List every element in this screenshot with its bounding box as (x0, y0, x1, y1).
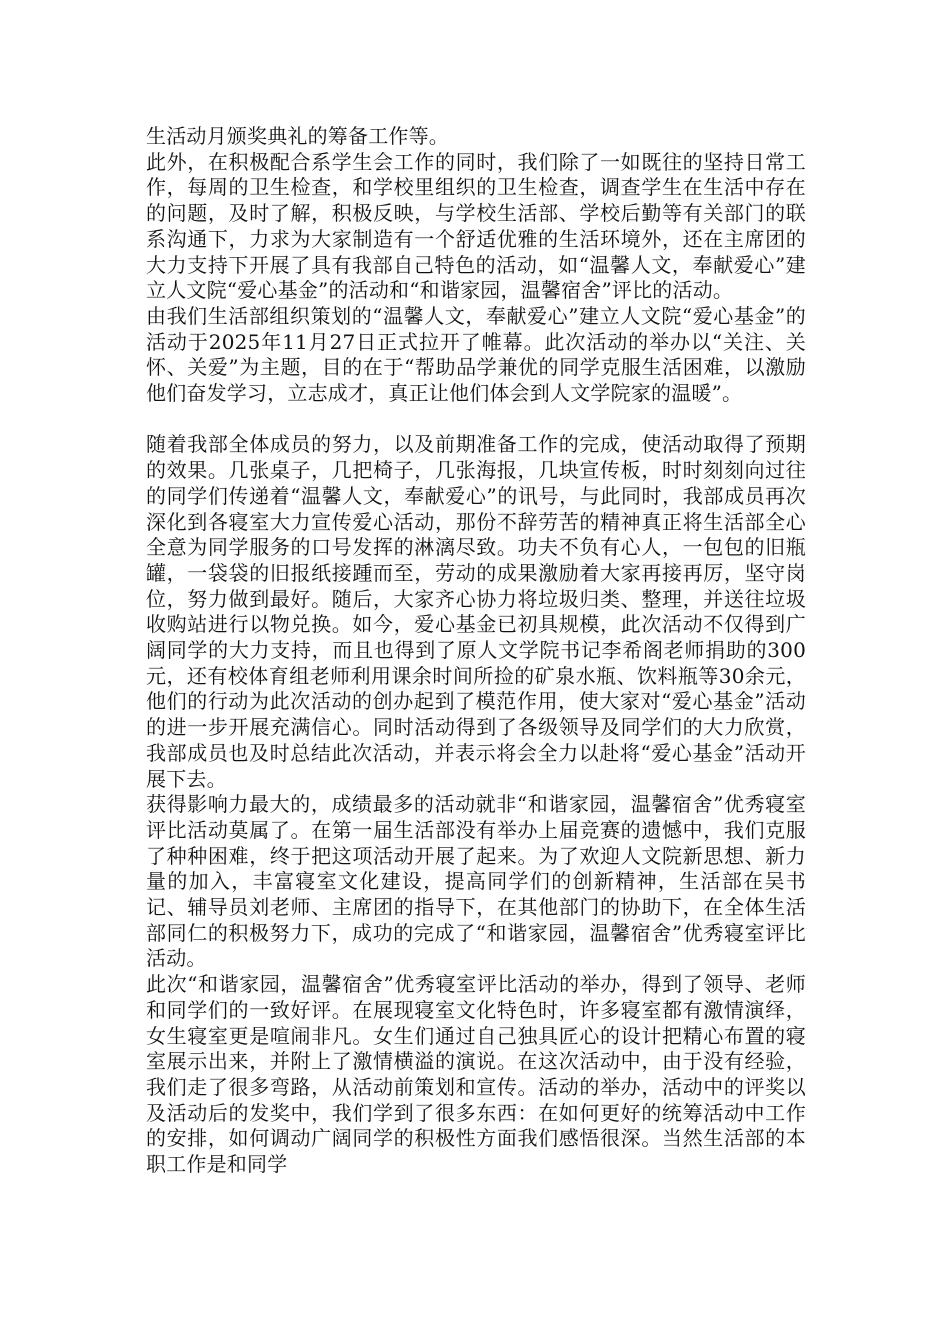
document-body (146, 124, 806, 1178)
paragraph-spacer (146, 407, 806, 433)
paragraph-2: 此外，在积极配合系学生会工作的同时，我们除了一如既往的坚持日常工作，每周的卫生检查，和学校里组织的卫生检查，调查学生在生活中存在的问题，及时了解，积极反映，与学校生活部、学校后勤等有关部门的联系沟通下，力求为大家制造有一个舒适优雅的生活环境外，还在主席团的大力支持下开展了具有我部自己特色的活动，如“温馨人文，奉献爱心”建立人文院“爱心基金”的活动和“和谐家园，温馨宿舍”评比的活动。 (146, 149, 806, 303)
paragraph-4: 随着我部全体成员的努力，以及前期准备工作的完成，使活动取得了预期的效果。几张桌子，几把椅子，几张海报，几块宣传板，时时刻刻向过往的同学们传递着“温馨人文，奉献爱心”的讯号，与此同时，我部成员再次深化到各寝室大力宣传爱心活动，那份不辞劳苦的精神真正将生活部全心全意为同学服务的口号发挥的淋漓尽致。功夫不负有心人，一包包的旧瓶罐，一袋袋的旧报纸接踵而至，劳动的成果激励着大家再接再厉，坚守岗位，努力做到最好。随后，大家齐心协力将垃圾归类、整理，并送往垃圾收购站进行以物兑换。如今，爱心基金已初具规模，此次活动不仅得到广阔同学的大力支持，而且也得到了原人文学院书记李希阁老师捐助的300元，还有校体育组老师利用课余时间所捡的矿泉水瓶、饮料瓶等30余元，他们的行动为此次活动的创办起到了模范作用，使大家对“爱心基金”活动的进一步开展充满信心。同时活动得到了各级领导及同学们的大力欣赏，我部成员也及时总结此次活动，并表示将会全力以赴将“爱心基金”活动开展下去。 (146, 432, 806, 791)
paragraph-1: 生活动月颁奖典礼的筹备工作等。 (146, 124, 449, 148)
paragraph-3: 由我们生活部组织策划的“温馨人文，奉献爱心”建立人文院“爱心基金”的活动于2025年11月27日正式拉开了帷幕。此次活动的举办以“关注、关怀、关爱”为主题，目的在于“帮助品学兼优的同学克服生活困难，以激励他们奋发学习，立志成才，真正让他们体会到人文学院家的温暖”。 (146, 303, 806, 406)
paragraph-5: 获得影响力最大的，成绩最多的活动就非“和谐家园，温馨宿舍”优秀寝室评比活动莫属了。在第一届生活部没有举办上届竞赛的遗憾中，我们克服了种种困难，终于把这项活动开展了起来。为了欢迎人文院新思想、新力量的加入，丰富寝室文化建设，提高同学们的创新精神，生活部在吴书记、辅导员刘老师、主席团的指导下，在其他部门的协助下，在全体生活部同仁的积极努力下，成功的完成了“和谐家园，温馨宿舍”优秀寝室评比活动。 (146, 792, 806, 971)
paragraph-6: 此次“和谐家园，温馨宿舍”优秀寝室评比活动的举办，得到了领导、老师和同学们的一致好评。在展现寝室文化特色时，许多寝室都有激情演绎，女生寝室更是喧闹非凡。女生们通过自己独具匠心的设计把精心布置的寝室展示出来，并附上了激情横溢的演说。在这次活动中，由于没有经验，我们走了很多弯路，从活动前策划和宣传。活动的举办，活动中的评奖以及活动后的发奖中，我们学到了很多东西：在如何更好的统筹活动中工作的安排，如何调动广阔同学的积极性方面我们感悟很深。当然生活部的本职工作是和同学 (146, 972, 806, 1177)
